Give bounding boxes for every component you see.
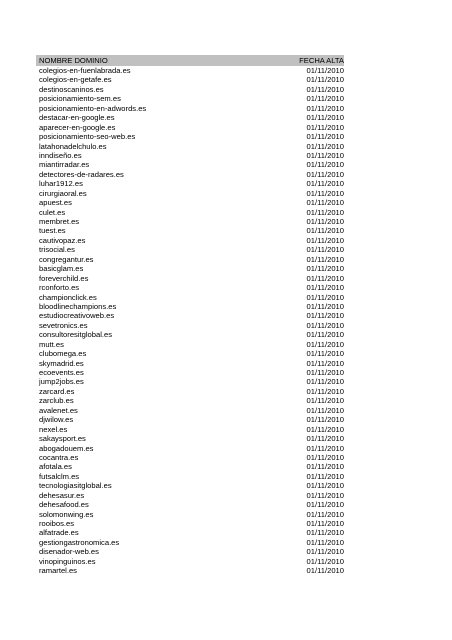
domain-cell: apuest.es [39,198,72,208]
table-row [36,274,344,283]
domain-cell: dehesasur.es [39,490,85,500]
domain-cell: djwilow.es [39,415,74,425]
table-row [36,472,344,481]
table-row [36,302,344,311]
header-domain: NOMBRE DOMINIO [39,56,108,65]
domain-cell: cocantra.es [39,452,79,462]
domain-cell: basicglam.es [39,264,84,274]
table-row [36,425,344,434]
table-row [36,538,344,547]
table-row [36,566,344,575]
table-row [36,132,344,141]
domain-cell: ramartel.es [39,566,77,576]
domain-cell: consultoresitglobal.es [39,330,113,340]
table-row [36,491,344,500]
domain-cell: bloodlinechampions.es [39,301,117,311]
table-row [36,217,344,226]
domain-cell: tuest.es [39,226,66,236]
table-row [36,406,344,415]
table-row [36,75,344,84]
domain-cell: colegios-en-fuenlabrada.es [39,66,131,75]
table-row [36,66,344,75]
table-row [36,311,344,320]
domain-cell: cautivopaz.es [39,235,86,245]
domain-cell: rconforto.es [39,283,80,293]
date-cell: 01/11/2010 [306,179,344,189]
domain-cell: ecoevents.es [39,368,84,377]
date-cell: 01/11/2010 [306,368,344,377]
table-body [36,66,344,576]
table-row [36,142,344,151]
domain-cell: sakaysport.es [39,434,86,444]
table-row [36,170,344,179]
table-row [36,255,344,264]
table-row [36,500,344,509]
date-cell: 01/11/2010 [306,132,344,142]
domain-cell: futsalclm.es [39,471,80,481]
domain-cell: disenador-web.es [39,547,99,557]
table-row [36,123,344,132]
table-row [36,415,344,424]
domain-cell: championclick.es [39,292,97,302]
domain-cell: gestiongastronomica.es [39,537,120,547]
date-cell: 01/11/2010 [306,141,344,151]
domain-cell: nexel.es [39,424,68,434]
table-row [36,198,344,207]
date-cell: 01/11/2010 [306,462,344,472]
domain-cell: posicionamiento-seo-web.es [39,132,136,142]
domain-cell: latahonadelchulo.es [39,141,107,151]
domain-cell: colegios-en-getafe.es [39,75,112,85]
table-header-row [36,55,344,66]
domain-cell: inndiseño.es [39,150,82,160]
date-cell: 01/11/2010 [306,198,344,208]
date-cell: 01/11/2010 [306,311,344,321]
date-cell: 01/11/2010 [306,415,344,425]
domain-cell: mutt.es [39,339,64,349]
date-cell: 01/11/2010 [306,481,344,491]
domain-cell: detectores-de-radares.es [39,169,124,179]
date-cell: 01/11/2010 [306,537,344,547]
date-cell: 01/11/2010 [306,188,344,198]
table-row [36,245,344,254]
table-row [36,189,344,198]
date-cell: 01/11/2010 [306,471,344,481]
domain-cell: trisocial.es [39,245,75,255]
date-cell: 01/11/2010 [306,547,344,557]
table-row [36,453,344,462]
domain-cell: luhar1912.es [39,179,83,189]
table-row [36,377,344,386]
table-row [36,387,344,396]
table-row [36,264,344,273]
table-row [36,349,344,358]
table-row [36,85,344,94]
table-row [36,481,344,490]
table-row [36,557,344,566]
date-cell: 01/11/2010 [306,264,344,274]
date-cell: 01/11/2010 [306,113,344,123]
table-row [36,160,344,169]
domain-cell: rooibos.es [39,519,75,528]
date-cell: 01/11/2010 [306,217,344,226]
table-row [36,528,344,537]
date-cell: 01/11/2010 [306,283,344,293]
date-cell: 01/11/2010 [306,434,344,444]
domain-cell: membret.es [39,217,80,226]
domain-cell: posicionamiento-sem.es [39,94,121,104]
table-row [36,113,344,122]
date-cell: 01/11/2010 [306,452,344,462]
table-row [36,368,344,377]
table-row [36,462,344,471]
date-cell: 01/11/2010 [306,122,344,132]
table-row [36,226,344,235]
domain-cell: alfatrade.es [39,528,79,538]
date-cell: 01/11/2010 [306,245,344,255]
domain-cell: estudiocreativoweb.es [39,311,115,321]
domain-cell: tecnologiasitglobal.es [39,481,112,491]
date-cell: 01/11/2010 [306,330,344,340]
domain-cell: skymadrid.es [39,358,84,368]
date-cell: 01/11/2010 [306,94,344,104]
date-cell: 01/11/2010 [306,75,344,85]
date-cell: 01/11/2010 [306,207,344,217]
date-cell: 01/11/2010 [306,160,344,170]
date-cell: 01/11/2010 [306,556,344,566]
date-cell: 01/11/2010 [306,235,344,245]
domain-cell: destinoscaninos.es [39,84,104,94]
domain-cell: zarcard.es [39,386,75,396]
date-cell: 01/11/2010 [306,566,344,576]
date-cell: 01/11/2010 [306,169,344,179]
domain-cell: sevetronics.es [39,320,88,330]
date-cell: 01/11/2010 [306,339,344,349]
table-row [36,340,344,349]
table-row [36,510,344,519]
table-row [36,208,344,217]
date-cell: 01/11/2010 [306,424,344,434]
domain-cell: congregantur.es [39,254,94,264]
date-cell: 01/11/2010 [306,320,344,330]
domain-cell: afotala.es [39,462,72,472]
date-cell: 01/11/2010 [306,273,344,283]
domain-cell: posicionamiento-en-adwords.es [39,103,147,113]
date-cell: 01/11/2010 [306,377,344,387]
date-cell: 01/11/2010 [306,386,344,396]
domain-cell: destacar-en-google.es [39,113,115,123]
date-cell: 01/11/2010 [306,292,344,302]
date-cell: 01/11/2010 [306,66,344,75]
domain-cell: foreverchild.es [39,273,89,283]
date-cell: 01/11/2010 [306,528,344,538]
date-cell: 01/11/2010 [306,509,344,519]
table-row [36,330,344,339]
domain-cell: clubomega.es [39,349,87,359]
domain-cell: aparecer-en-google.es [39,122,116,132]
date-cell: 01/11/2010 [306,254,344,264]
date-cell: 01/11/2010 [306,103,344,113]
date-cell: 01/11/2010 [306,405,344,415]
domain-cell: dehesafood.es [39,500,89,510]
table-row [36,547,344,556]
date-cell: 01/11/2010 [306,349,344,359]
date-cell: 01/11/2010 [306,84,344,94]
domain-cell: solomonwing.es [39,509,94,519]
date-cell: 01/11/2010 [306,150,344,160]
date-cell: 01/11/2010 [306,226,344,236]
domain-cell: zarclub.es [39,396,74,406]
table-row [36,151,344,160]
date-cell: 01/11/2010 [306,519,344,528]
header-date: FECHA ALTA [299,56,344,65]
date-cell: 01/11/2010 [306,396,344,406]
domain-cell: vinopinguinos.es [39,556,96,566]
table-row [36,321,344,330]
table-row [36,359,344,368]
domain-cell: culet.es [39,207,66,217]
domain-cell: miantirradar.es [39,160,90,170]
domain-cell: avalenet.es [39,405,78,415]
table-row [36,179,344,188]
domain-cell: abogadouem.es [39,443,94,453]
date-cell: 01/11/2010 [306,443,344,453]
date-cell: 01/11/2010 [306,358,344,368]
table-row [36,283,344,292]
table-row [36,293,344,302]
table-row [36,444,344,453]
table-row [36,104,344,113]
date-cell: 01/11/2010 [306,500,344,510]
date-cell: 01/11/2010 [306,490,344,500]
domain-cell: cirurgiaoral.es [39,188,87,198]
domain-table [36,55,344,576]
table-row [36,396,344,405]
table-row [36,236,344,245]
table-row [36,94,344,103]
table-row [36,434,344,443]
domain-cell: jump2jobs.es [39,377,84,387]
date-cell: 01/11/2010 [306,301,344,311]
table-row [36,519,344,528]
